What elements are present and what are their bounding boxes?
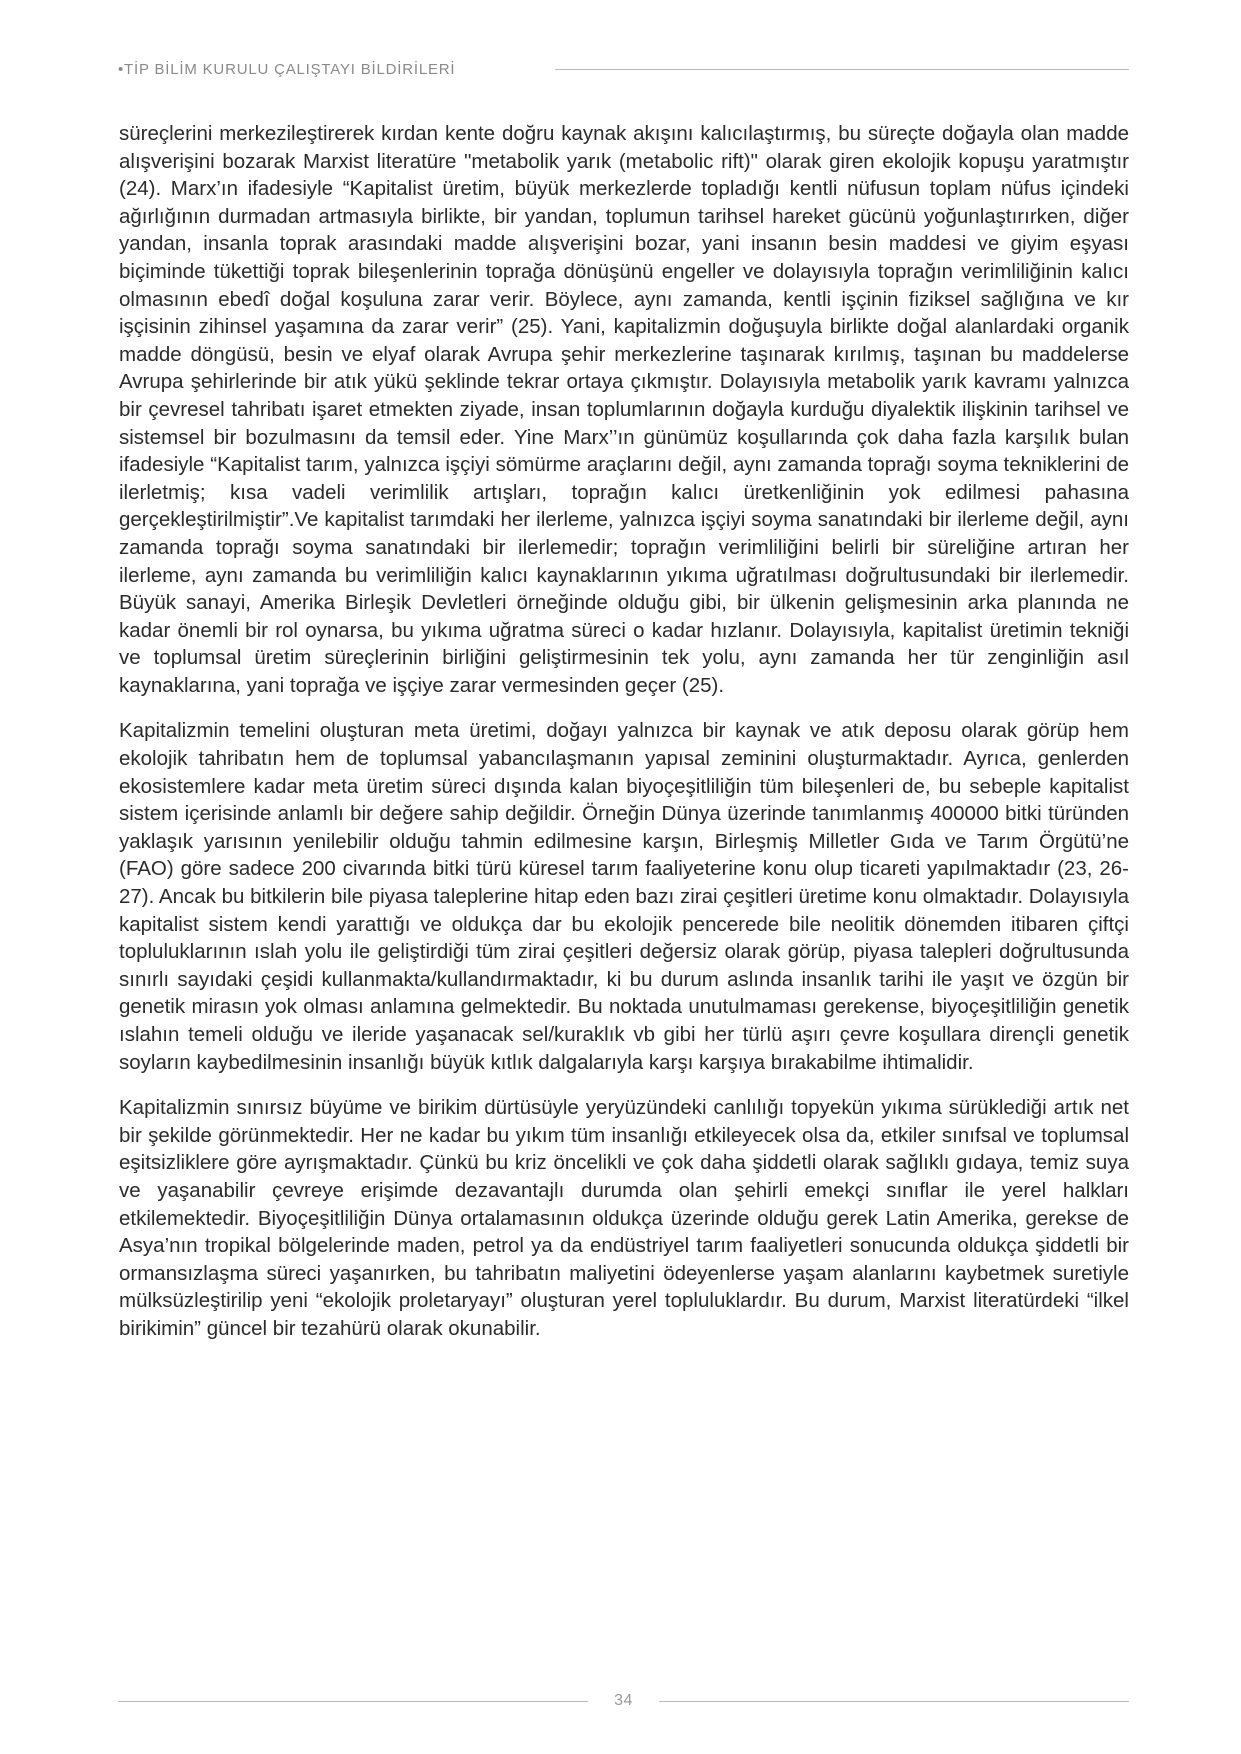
page-body — [119, 120, 1129, 1361]
page-number: 34 — [614, 1692, 633, 1709]
footer-rule-right — [659, 1701, 1129, 1702]
running-header-title: •TİP BİLİM KURULU ÇALIŞTAYI BİLDİRİLERİ — [118, 60, 456, 78]
body-paragraph-3: Kapitalizmin sınırsız büyüme ve birikim dürtüsüyle yeryüzündeki canlılığı topyekün yıkıma sürüklediği artık net bir şekilde görünmektedir. Her ne kadar bu yıkım tüm insanlığı etkileyecek olsa da, etkiler sınıfsal ve toplumsal eşitsizliklere göre ayrışmaktadır. Çünkü bu kriz öncelikli ve çok daha şiddetli olarak sağlıklı gıdaya, temiz suya ve yaşanabilir çevreye erişimde dezavantajlı durumda olan şehirli emekçi sınıflar ile yerel halkları etkilemektedir. Biyoçeşitliliğin Dünya ortalamasının oldukça üzerinde olduğu gerek Latin Amerika, gerekse de Asya’nın tropikal bölgelerinde maden, petrol ya da endüstriyel tarım faaliyetleri sonucunda oldukça şiddetli bir ormansızlaşma süreci yaşanırken, bu tahribatın maliyetini ödeyenlerse yaşam alanlarını kaybetmek suretiyle mülksüzleştirilip yeni “ekolojik proletaryayı” oluşturan yerel topluluklardır. Bu durum, Marxist literatürdeki “ilkel birikimin” güncel bir tezahürü olarak okunabilir. — [119, 1096, 1129, 1340]
page-footer — [118, 1690, 1129, 1712]
body-paragraph-2: Kapitalizmin temelini oluşturan meta üretimi, doğayı yalnızca bir kaynak ve atık deposu olarak görüp hem ekolojik tahribatın hem de toplumsal yabancılaşmanın yapısal zeminini oluşturmaktadır. Ayrıca, genlerden ekosistemlere kadar meta üretim süreci dışında kalan biyoçeşitliliğin tüm bileşenleri de, bu sebeple kapitalist sistem içerisinde anlamlı bir değere sahip değildir. Örneğin Dünya üzerinde tanımlanmış 400000 bitki türünden yaklaşık yarısının yenilebilir olduğu tahmin edilmesine karşın, Birleşmiş Milletler Gıda ve Tarım Örgütü’ne (FAO) göre sadece 200 civarında bitki türü küresel tarım faaliyeterine konu olup ticareti yapılmaktadır (23, 26-27). Ancak bu bitkilerin bile piyasa taleplerine hitap eden bazı zirai çeşitleri üretime konu olmaktadır. Dolayısıyla kapitalist sistem kendi yarattığı ve oldukça dar bu ekolojik pencerede bile neolitik dönemden itibaren çiftçi topluluklarının ıslah yolu ile geliştirdiği tüm zirai çeşitleri değersiz olarak görüp, piyasa talepleri doğrultusunda sınırlı sayıdaki çeşidi kullanmakta/kullandırmaktadır, ki bu durum aslında insanlık tarihi ile yaşıt ve özgün bir genetik mirasın yok olması anlamına gelmektedir. Bu noktada unutulmaması gerekense, biyoçeşitliliğin genetik ıslahın temeli olduğu ve ileride yaşanacak sel/kuraklık vb gibi her türlü aşırı çevre koşullara dirençli genetik soyların kaybedilmesinin insanlığı büyük kıtlık dalgalarıyla karşı karşıya bırakabilme ihtimalidir. — [119, 719, 1129, 1074]
footer-rule-left — [118, 1701, 588, 1702]
running-header — [118, 56, 1129, 82]
header-rule — [555, 69, 1129, 70]
body-paragraph-1: süreçlerini merkezileştirerek kırdan kente doğru kaynak akışını kalıcılaştırmış, bu süreçte doğayla olan madde alışverişini bozarak Marxist literatüre "metabolik yarık (metabolic rift)" olarak giren ekolojik kopuşu yaratmıştır (24). Marx’ın ifadesiyle “Kapitalist üretim, büyük merkezlerde topladığı kentli nüfusun toplam nüfus içindeki ağırlığının durmadan artmasıyla birlikte, bir yandan, toplumun tarihsel hareket gücünü yoğunlaştırırken, diğer yandan, insanla toprak arasındaki madde alışverişini bozar, yani insanın besin maddesi ve giyim eşyası biçiminde tükettiği toprak bileşenlerinin toprağa dönüşünü engeller ve dolayısıyla toprağın verimliliğinin kalıcı olmasının ebedî doğal koşuluna zarar verir. Böylece, aynı zamanda, kentli işçinin fiziksel sağlığına ve kır işçisinin zihinsel yaşamına da zarar verir” (25). Yani, kapitalizmin doğuşuyla birlikte doğal alanlardaki organik madde döngüsü, besin ve elyaf olarak Avrupa şehir merkezlerine taşınarak kırılmış, taşınan bu maddelerse Avrupa şehirlerinde bir atık yükü şeklinde tekrar ortaya çıkmıştır. Dolayısıyla metabolik yarık kavramı yalnızca bir çevresel tahribatı işaret etmekten ziyade, insan toplumlarının doğayla kurduğu diyalektik ilişkinin tarihsel ve sistemsel bir bozulmasını da temsil eder. Yine Marx’’ın günümüz koşullarında çok daha fazla karşılık bulan ifadesiyle “Kapitalist tarım, yalnızca işçiyi sömürme araçlarını değil, aynı zamanda toprağı soyma tekniklerini de ilerletmiş; kısa vadeli verimlilik artışları, toprağın kalıcı üretkenliğinin yok edilmesi pahasına gerçekleştirilmiştir”.Ve kapitalist tarımdaki her ilerleme, yalnızca işçiyi soyma sanatındaki bir ilerleme değil, aynı zamanda toprağı soyma sanatındaki bir ilerlemedir; toprağın verimliliğini belirli bir süreliğine artıran her ilerleme, aynı zamanda bu verimliliğin kalıcı kaynaklarının yıkıma uğratılması doğrultusundaki bir ilerlemedir. Büyük sanayi, Amerika Birleşik Devletleri örneğinde olduğu gibi, bir ülkenin gelişmesinin arka planında ne kadar önemli bir rol oynarsa, bu yıkıma uğratma süreci o kadar hızlanır. Dolayısıyla, kapitalist üretimin tekniği ve toplumsal üretim süreçlerinin birliğini geliştirmesinin tek yolu, aynı zamanda her tür zenginliğin asıl kaynaklarına, yani toprağa ve işçiye zarar vermesinden geçer (25). — [119, 122, 1129, 697]
